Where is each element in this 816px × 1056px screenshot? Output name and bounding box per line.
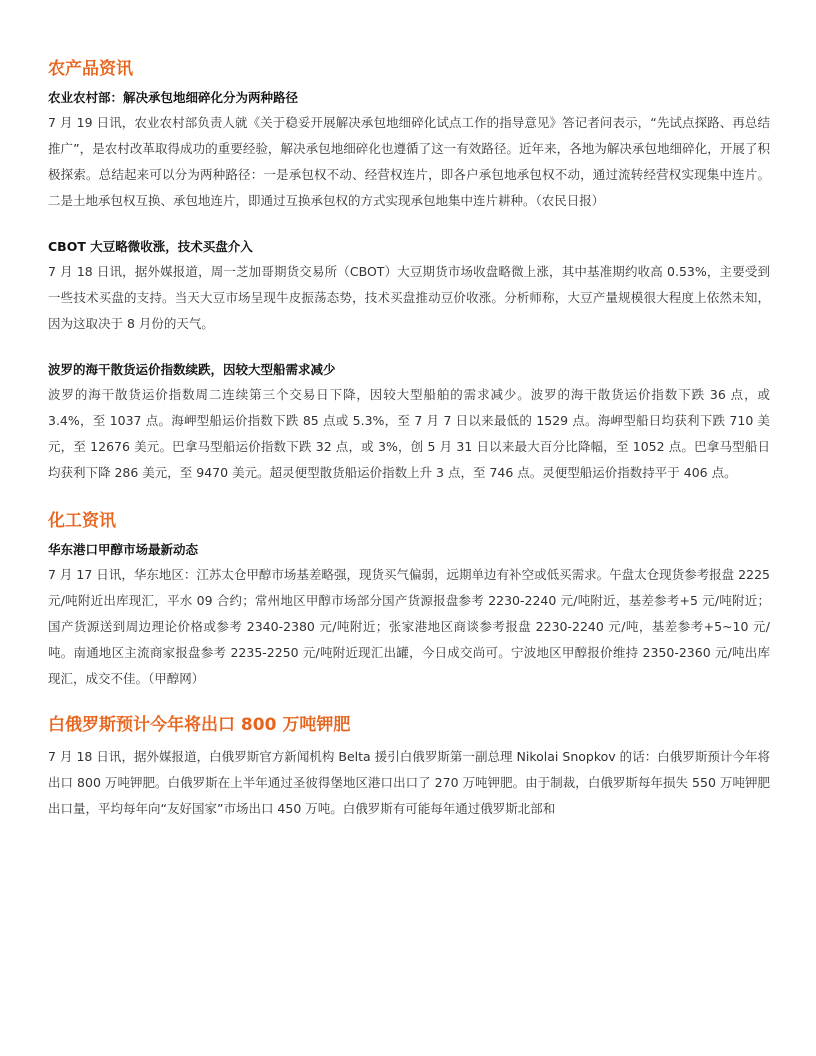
article-body: 7 月 18 日讯，据外媒报道，白俄罗斯官方新闻机构 Belta 援引白俄罗斯第一副总理 Nikolai Snopkov 的话：白俄罗斯预计今年将出口 800 万吨钾肥。白俄罗斯在上半年通过圣彼得堡地区港口出口了 270 万吨钾肥。由于制裁，白俄罗斯每年损失 550 万吨钾肥出口量，平均每年向“友好国家”市场出口 450 万吨。白俄罗斯有可能每年通过俄罗斯北部和 bbox=[48, 749, 770, 816]
article-title: CBOT 大豆略微收涨，技术买盘介入 bbox=[48, 239, 253, 254]
document-page bbox=[48, 50, 770, 822]
article-land-fragmentation bbox=[48, 86, 770, 214]
article-cbot-soybean bbox=[48, 235, 770, 337]
section-title-chemical: 化工资讯 bbox=[48, 511, 116, 531]
article-baltic-dry-index bbox=[48, 358, 770, 486]
article-title: 华东港口甲醇市场最新动态 bbox=[48, 542, 199, 557]
article-body: 波罗的海干散货运价指数周二连续第三个交易日下降，因较大型船舶的需求减少。波罗的海干散货运价指数下跌 36 点，或 3.4%，至 1037 点。海岬型船运价指数下跌 85 点或 5.3%，至 7 月 7 日以来最低的 1529 点。海岬型船日均获利下跌 710 美元，至 12676 美元。巴拿马型船运价指数下跌 32 点，或 3%，创 5 月 31 日以来最大百分比降幅，至 1052 点。巴拿马型船日均获利下降 286 美元，至 9470 美元。超灵便型散货船运价指数上升 3 点，至 746 点。灵便型船运价指数持平于 406 点。 bbox=[48, 387, 770, 480]
section-title-belarus-potash: 白俄罗斯预计今年将出口 800 万吨钾肥 bbox=[48, 715, 351, 735]
article-body: 7 月 17 日讯，华东地区：江苏太仓甲醇市场基差略强，现货买气偏弱，远期单边有补空或低买需求。午盘太仓现货参考报盘 2225 元/吨附近出库现汇，平水 09 合约；常州地区甲醇市场部分国产货源报盘参考 2230-2240 元/吨附近，基差参考+5 元/吨附近；国产货源送到周边理论价格或参考 2340-2380 元/吨附近；张家港地区商谈参考报盘 2230-2240 元/吨，基差参考+5~10 元/吨。南通地区主流商家报盘参考 2235-2250 元/吨附近现汇出罐，今日成交尚可。宁波地区甲醇报价维持 2350-2360 元/吨出库现汇，成交不佳。（甲醇网） bbox=[48, 567, 770, 686]
article-title: 波罗的海干散货运价指数续跌，因较大型船需求减少 bbox=[48, 362, 336, 377]
article-belarus-potash bbox=[48, 744, 770, 822]
article-body: 7 月 18 日讯，据外媒报道，周一芝加哥期货交易所（CBOT）大豆期货市场收盘略微上涨，其中基准期约收高 0.53%，主要受到一些技术买盘的支持。当天大豆市场呈现牛皮振荡态势，技术买盘推动豆价收涨。分析师称，大豆产量规模很大程度上依然未知，因为这取决于 8 月份的天气。 bbox=[48, 264, 770, 331]
section-title-agriculture: 农产品资讯 bbox=[48, 59, 133, 79]
article-title: 农业农村部：解决承包地细碎化分为两种路径 bbox=[48, 90, 299, 105]
article-methanol-market bbox=[48, 538, 770, 692]
article-body: 7 月 19 日讯，农业农村部负责人就《关于稳妥开展解决承包地细碎化试点工作的指导意见》答记者问表示，“先试点探路、再总结推广”，是农村改革取得成功的重要经验，解决承包地细碎化也遵循了这一有效路径。近年来，各地为解决承包地细碎化，开展了积极探索。总结起来可以分为两种路径：一是承包权不动、经营权连片，即各户承包地承包权不动，通过流转经营权实现集中连片。二是土地承包权互换、承包地连片，即通过互换承包权的方式实现承包地集中连片耕种。（农民日报） bbox=[48, 115, 770, 208]
